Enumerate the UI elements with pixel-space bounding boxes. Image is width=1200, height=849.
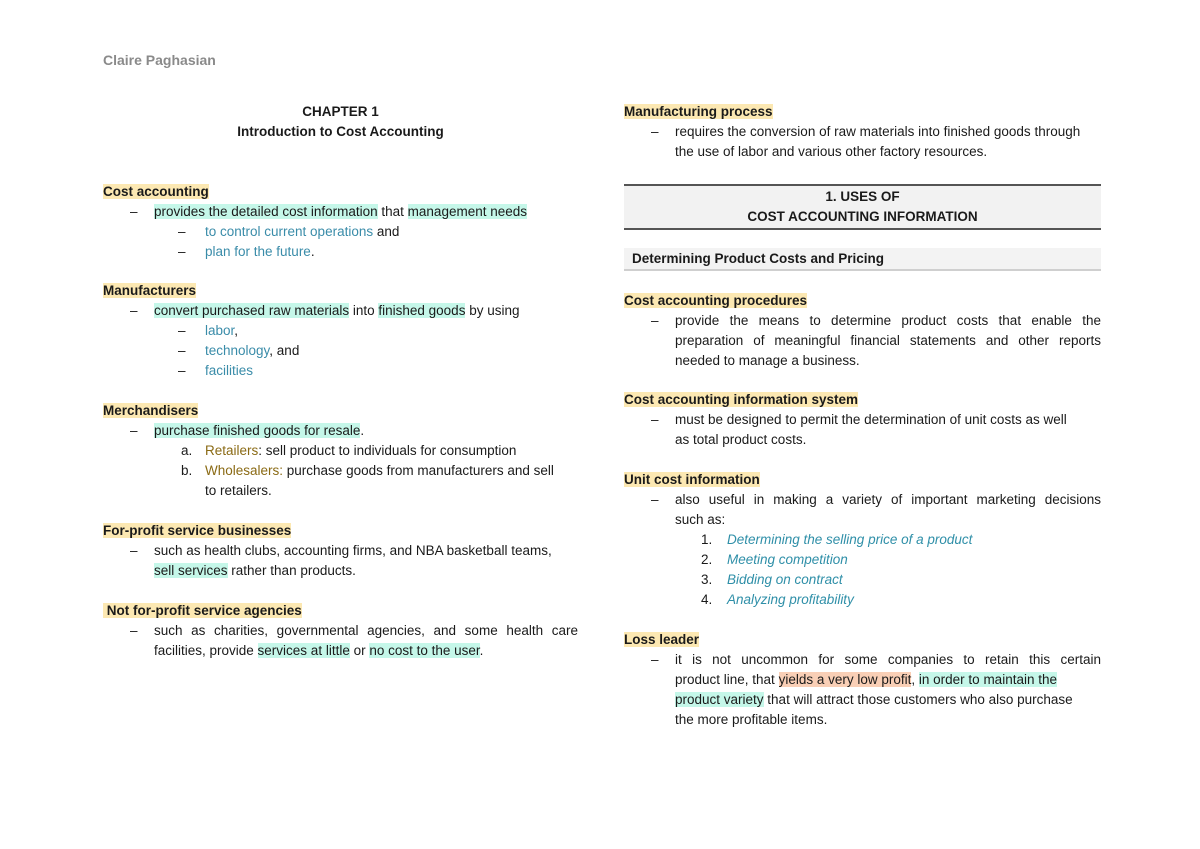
info-system-continuation: as total product costs. [675, 432, 807, 448]
unit-cost-bullet: – also useful in making a variety of important marketing decisions [651, 492, 1101, 508]
procedures-continuation: needed to manage a business. [675, 352, 860, 368]
manufacturing-process-continuation: the use of labor and various other factory resources. [675, 144, 988, 159]
info-system-heading: Cost accounting information system [624, 392, 859, 408]
manufacturing-process-heading: Manufacturing process [624, 104, 773, 119]
section-title-line1: 1. USES OF [825, 188, 900, 204]
unit-cost-item: 4. Analyzing profitability [701, 592, 854, 608]
merchandisers-bullet: – purchase finished goods for resale. [130, 423, 365, 439]
cost-accounting-subitem: – to control current operations and [178, 223, 400, 239]
cost-accounting-bullet: – provides the detailed cost information that management needs [130, 203, 528, 219]
procedures-heading: Cost accounting procedures [624, 292, 808, 308]
for-profit-bullet-continuation: sell services rather than products. [154, 562, 356, 578]
unit-cost-item: 2. Meeting competition [701, 552, 848, 568]
loss-leader-continuation: the more profitable items. [675, 711, 828, 727]
not-for-profit-heading: Not for-profit service agencies [103, 602, 302, 618]
left-column [103, 102, 578, 661]
section-title-line2: COST ACCOUNTING INFORMATION [747, 208, 978, 224]
not-for-profit-bullet-continuation: facilities, provide services at little or no cost to the user. [154, 642, 484, 658]
manufacturers-heading: Manufacturers [103, 283, 197, 299]
loss-leader-continuation: product line, that yields a very low profit, in order to maintain the [675, 671, 1057, 687]
for-profit-bullet: – such as health clubs, accounting firms, and NBA basketball teams, [130, 542, 552, 558]
merchandisers-subitem-retailers: a. Retailers: sell product to individuals for consumption [181, 443, 517, 459]
manufacturing-process-bullet: – requires the conversion of raw materials into finished goods through [651, 124, 1081, 139]
manufacturers-subitem: – technology, and [178, 343, 300, 359]
unit-cost-item: 1. Determining the selling price of a product [701, 532, 973, 548]
unit-cost-item: 3. Bidding on contract [701, 572, 843, 588]
unit-cost-heading: Unit cost information [624, 472, 760, 488]
chapter-number: CHAPTER 1 [302, 104, 379, 119]
manufacturers-bullet: – convert purchased raw materials into finished goods by using [130, 303, 520, 319]
subsection-title: Determining Product Costs and Pricing [624, 248, 1101, 271]
merchandisers-subitem-continuation: to retailers. [205, 483, 272, 499]
right-column [624, 102, 1101, 730]
unit-cost-continuation: such as: [675, 512, 726, 528]
info-system-bullet: – must be designed to permit the determination of unit costs as well [651, 412, 1067, 428]
cost-accounting-subitem: – plan for the future. [178, 243, 315, 259]
section-header [624, 184, 1101, 230]
loss-leader-continuation: product variety that will attract those customers who also purchase [675, 691, 1073, 707]
chapter-title: Introduction to Cost Accounting [237, 124, 444, 139]
procedures-bullet: – provide the means to determine product costs that enable the [651, 312, 1101, 328]
cost-accounting-heading: Cost accounting [103, 183, 209, 199]
manufacturers-subitem: – labor, [178, 323, 239, 339]
not-for-profit-bullet: – such as charities, governmental agencies, and some health care [130, 622, 578, 638]
author-name: Claire Paghasian [103, 52, 216, 68]
merchandisers-heading: Merchandisers [103, 403, 199, 419]
manufacturers-subitem: – facilities [178, 363, 254, 379]
merchandisers-subitem-wholesalers: b. Wholesalers: purchase goods from manufacturers and sell [181, 463, 554, 479]
loss-leader-bullet: – it is not uncommon for some companies to retain this certain [651, 651, 1101, 667]
procedures-continuation: preparation of meaningful financial statements and other reports [675, 332, 1101, 348]
for-profit-heading: For-profit service businesses [103, 522, 292, 538]
loss-leader-heading: Loss leader [624, 631, 700, 647]
